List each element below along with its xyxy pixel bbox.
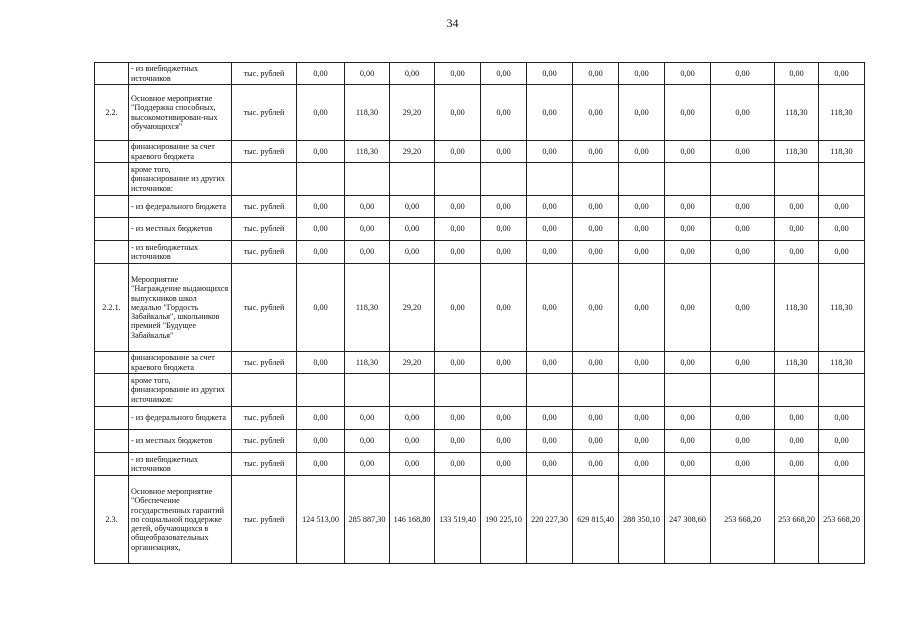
value-cell: 0,00 — [619, 141, 665, 163]
value-cell — [481, 374, 527, 407]
value-cell: 0,00 — [297, 63, 345, 85]
value-cell: 0,00 — [573, 196, 619, 218]
row-code: 2.2.1. — [95, 264, 129, 352]
value-cell: 0,00 — [711, 85, 775, 141]
value-cell: 0,00 — [711, 407, 775, 430]
row-unit: тыс. рублей — [232, 218, 297, 241]
value-cell: 0,00 — [573, 352, 619, 374]
value-cell: 288 350,10 — [619, 476, 665, 564]
value-cell: 118,30 — [345, 264, 390, 352]
value-cell — [711, 163, 775, 196]
value-cell: 0,00 — [573, 63, 619, 85]
row-name: - из федерального бюджета — [129, 196, 232, 218]
value-cell: 0,00 — [345, 430, 390, 453]
value-cell: 253 668,20 — [819, 476, 865, 564]
value-cell — [775, 374, 819, 407]
value-cell: 29,20 — [390, 264, 435, 352]
value-cell — [665, 163, 711, 196]
table-row — [95, 218, 865, 241]
table-row — [95, 163, 865, 196]
value-cell: 0,00 — [573, 264, 619, 352]
row-name: - из внебюджетных источников — [129, 453, 232, 476]
value-cell: 124 513,00 — [297, 476, 345, 564]
table-row — [95, 141, 865, 163]
value-cell: 118,30 — [345, 85, 390, 141]
value-cell: 190 225,10 — [481, 476, 527, 564]
value-cell: 0,00 — [665, 218, 711, 241]
value-cell: 0,00 — [345, 63, 390, 85]
value-cell: 0,00 — [665, 430, 711, 453]
row-code — [95, 163, 129, 196]
value-cell: 0,00 — [435, 407, 481, 430]
row-unit: тыс. рублей — [232, 407, 297, 430]
value-cell: 0,00 — [711, 352, 775, 374]
value-cell: 118,30 — [345, 352, 390, 374]
value-cell: 0,00 — [297, 141, 345, 163]
value-cell: 29,20 — [390, 352, 435, 374]
value-cell: 0,00 — [775, 241, 819, 264]
row-code: 2.3. — [95, 476, 129, 564]
value-cell: 0,00 — [527, 407, 573, 430]
value-cell: 0,00 — [711, 63, 775, 85]
value-cell: 0,00 — [390, 241, 435, 264]
value-cell — [345, 163, 390, 196]
value-cell: 0,00 — [619, 196, 665, 218]
value-cell: 0,00 — [819, 63, 865, 85]
row-unit: тыс. рублей — [232, 476, 297, 564]
value-cell — [435, 163, 481, 196]
value-cell: 29,20 — [390, 85, 435, 141]
value-cell: 0,00 — [527, 196, 573, 218]
value-cell: 0,00 — [297, 352, 345, 374]
row-name: кроме того, финансирование из других источников: — [129, 163, 232, 196]
value-cell — [775, 163, 819, 196]
value-cell: 0,00 — [390, 453, 435, 476]
value-cell: 0,00 — [435, 85, 481, 141]
row-unit: тыс. рублей — [232, 63, 297, 85]
value-cell: 0,00 — [775, 430, 819, 453]
value-cell: 0,00 — [619, 63, 665, 85]
value-cell: 0,00 — [819, 241, 865, 264]
value-cell — [619, 374, 665, 407]
table-row — [95, 476, 865, 564]
row-unit: тыс. рублей — [232, 264, 297, 352]
row-code: 2.2. — [95, 85, 129, 141]
value-cell: 0,00 — [775, 63, 819, 85]
value-cell: 0,00 — [775, 218, 819, 241]
value-cell: 0,00 — [345, 241, 390, 264]
row-unit: тыс. рублей — [232, 430, 297, 453]
value-cell: 220 227,30 — [527, 476, 573, 564]
value-cell: 0,00 — [481, 241, 527, 264]
value-cell: 0,00 — [481, 453, 527, 476]
value-cell: 0,00 — [527, 85, 573, 141]
value-cell: 0,00 — [665, 141, 711, 163]
value-cell: 118,30 — [819, 141, 865, 163]
value-cell: 0,00 — [527, 63, 573, 85]
value-cell: 0,00 — [619, 85, 665, 141]
value-cell — [527, 163, 573, 196]
value-cell: 0,00 — [527, 430, 573, 453]
value-cell: 0,00 — [775, 196, 819, 218]
value-cell: 0,00 — [573, 218, 619, 241]
value-cell: 629 815,40 — [573, 476, 619, 564]
value-cell: 0,00 — [619, 264, 665, 352]
value-cell: 0,00 — [573, 241, 619, 264]
value-cell: 253 668,20 — [775, 476, 819, 564]
value-cell: 0,00 — [665, 63, 711, 85]
value-cell: 118,30 — [819, 85, 865, 141]
value-cell: 0,00 — [711, 218, 775, 241]
table-row — [95, 430, 865, 453]
value-cell: 0,00 — [390, 196, 435, 218]
value-cell: 0,00 — [481, 196, 527, 218]
row-name: Основное мероприятие "Поддержка способных, высокомотивирован-ных обучающихся" — [129, 85, 232, 141]
value-cell: 247 308,60 — [665, 476, 711, 564]
row-code — [95, 374, 129, 407]
value-cell: 0,00 — [573, 85, 619, 141]
value-cell: 0,00 — [573, 430, 619, 453]
value-cell: 0,00 — [297, 430, 345, 453]
row-unit — [232, 163, 297, 196]
value-cell: 0,00 — [619, 218, 665, 241]
value-cell: 0,00 — [481, 407, 527, 430]
row-unit: тыс. рублей — [232, 85, 297, 141]
value-cell: 0,00 — [665, 85, 711, 141]
value-cell — [619, 163, 665, 196]
value-cell: 0,00 — [390, 63, 435, 85]
value-cell: 0,00 — [345, 196, 390, 218]
row-code — [95, 407, 129, 430]
value-cell: 0,00 — [711, 264, 775, 352]
value-cell: 0,00 — [435, 453, 481, 476]
value-cell: 0,00 — [481, 85, 527, 141]
value-cell: 0,00 — [711, 241, 775, 264]
value-cell: 0,00 — [481, 264, 527, 352]
value-cell — [711, 374, 775, 407]
value-cell: 285 887,30 — [345, 476, 390, 564]
table-row — [95, 241, 865, 264]
value-cell: 0,00 — [619, 352, 665, 374]
value-cell — [665, 374, 711, 407]
row-code — [95, 453, 129, 476]
row-code — [95, 196, 129, 218]
value-cell: 0,00 — [435, 196, 481, 218]
value-cell — [345, 374, 390, 407]
value-cell: 29,20 — [390, 141, 435, 163]
value-cell: 0,00 — [297, 218, 345, 241]
value-cell: 0,00 — [819, 453, 865, 476]
value-cell: 0,00 — [619, 430, 665, 453]
value-cell: 0,00 — [527, 141, 573, 163]
value-cell: 0,00 — [527, 241, 573, 264]
row-unit — [232, 374, 297, 407]
table-row — [95, 374, 865, 407]
row-name: - из федерального бюджета — [129, 407, 232, 430]
value-cell: 0,00 — [390, 218, 435, 241]
value-cell: 118,30 — [819, 352, 865, 374]
value-cell: 0,00 — [711, 453, 775, 476]
row-name: финансирование за счет краевого бюджета — [129, 141, 232, 163]
row-unit: тыс. рублей — [232, 241, 297, 264]
value-cell: 118,30 — [775, 352, 819, 374]
row-unit: тыс. рублей — [232, 196, 297, 218]
row-code — [95, 241, 129, 264]
value-cell: 0,00 — [481, 63, 527, 85]
value-cell: 0,00 — [481, 430, 527, 453]
value-cell — [819, 374, 865, 407]
value-cell: 0,00 — [435, 352, 481, 374]
value-cell: 0,00 — [775, 407, 819, 430]
row-name: - из внебюджетных источников — [129, 63, 232, 85]
value-cell: 0,00 — [435, 141, 481, 163]
value-cell: 118,30 — [775, 264, 819, 352]
value-cell: 0,00 — [297, 407, 345, 430]
value-cell: 0,00 — [435, 430, 481, 453]
value-cell: 0,00 — [819, 218, 865, 241]
value-cell: 0,00 — [819, 407, 865, 430]
value-cell: 0,00 — [619, 453, 665, 476]
row-code — [95, 141, 129, 163]
value-cell: 146 168,80 — [390, 476, 435, 564]
value-cell: 0,00 — [435, 264, 481, 352]
value-cell: 0,00 — [297, 453, 345, 476]
value-cell: 0,00 — [711, 141, 775, 163]
row-name: - из местных бюджетов — [129, 218, 232, 241]
value-cell: 0,00 — [297, 241, 345, 264]
value-cell — [481, 163, 527, 196]
value-cell — [297, 163, 345, 196]
value-cell — [297, 374, 345, 407]
value-cell: 0,00 — [775, 453, 819, 476]
row-name: кроме того, финансирование из других источников: — [129, 374, 232, 407]
table-row — [95, 352, 865, 374]
row-code — [95, 218, 129, 241]
value-cell: 0,00 — [819, 430, 865, 453]
table-row — [95, 196, 865, 218]
value-cell: 133 519,40 — [435, 476, 481, 564]
value-cell: 118,30 — [775, 85, 819, 141]
value-cell: 0,00 — [665, 241, 711, 264]
value-cell — [819, 163, 865, 196]
row-code — [95, 63, 129, 85]
page-number: 34 — [446, 16, 459, 30]
table-row — [95, 453, 865, 476]
value-cell — [390, 163, 435, 196]
value-cell: 118,30 — [775, 141, 819, 163]
budget-table — [94, 62, 865, 564]
table-row — [95, 407, 865, 430]
value-cell: 0,00 — [297, 85, 345, 141]
value-cell: 0,00 — [297, 196, 345, 218]
value-cell: 0,00 — [665, 196, 711, 218]
row-name: - из местных бюджетов — [129, 430, 232, 453]
value-cell: 0,00 — [527, 264, 573, 352]
value-cell: 0,00 — [573, 141, 619, 163]
value-cell: 0,00 — [665, 407, 711, 430]
value-cell: 253 668,20 — [711, 476, 775, 564]
value-cell: 0,00 — [297, 264, 345, 352]
value-cell: 0,00 — [481, 352, 527, 374]
value-cell: 0,00 — [481, 141, 527, 163]
value-cell: 0,00 — [573, 407, 619, 430]
value-cell: 0,00 — [390, 430, 435, 453]
value-cell: 0,00 — [435, 218, 481, 241]
value-cell: 0,00 — [345, 407, 390, 430]
value-cell: 0,00 — [345, 218, 390, 241]
value-cell: 118,30 — [819, 264, 865, 352]
row-name: финансирование за счет краевого бюджета — [129, 352, 232, 374]
value-cell: 0,00 — [435, 241, 481, 264]
value-cell: 0,00 — [390, 407, 435, 430]
value-cell: 0,00 — [527, 218, 573, 241]
value-cell — [390, 374, 435, 407]
value-cell: 0,00 — [527, 352, 573, 374]
table-row — [95, 63, 865, 85]
value-cell: 0,00 — [481, 218, 527, 241]
value-cell: 118,30 — [345, 141, 390, 163]
value-cell — [573, 374, 619, 407]
value-cell — [435, 374, 481, 407]
value-cell: 0,00 — [345, 453, 390, 476]
value-cell: 0,00 — [665, 453, 711, 476]
row-unit: тыс. рублей — [232, 352, 297, 374]
table-row — [95, 264, 865, 352]
row-code — [95, 430, 129, 453]
value-cell — [527, 374, 573, 407]
value-cell: 0,00 — [435, 63, 481, 85]
value-cell: 0,00 — [619, 241, 665, 264]
table-row — [95, 85, 865, 141]
value-cell: 0,00 — [665, 264, 711, 352]
row-name: - из внебюджетных источников — [129, 241, 232, 264]
row-name: Мероприятие "Награждение выдающихся выпускников школ медалью "Гордость Забайкалья", школьников премией "Будущее Забайкалья" — [129, 264, 232, 352]
value-cell: 0,00 — [711, 430, 775, 453]
row-unit: тыс. рублей — [232, 141, 297, 163]
value-cell: 0,00 — [665, 352, 711, 374]
row-name: Основное мероприятие "Обеспечение государственных гарантий по социальной поддержке детей, обучающихся в общеобразовательных организациях, — [129, 476, 232, 564]
value-cell: 0,00 — [619, 407, 665, 430]
value-cell — [573, 163, 619, 196]
value-cell: 0,00 — [527, 453, 573, 476]
row-unit: тыс. рублей — [232, 453, 297, 476]
row-code — [95, 352, 129, 374]
value-cell: 0,00 — [819, 196, 865, 218]
value-cell: 0,00 — [711, 196, 775, 218]
value-cell: 0,00 — [573, 453, 619, 476]
